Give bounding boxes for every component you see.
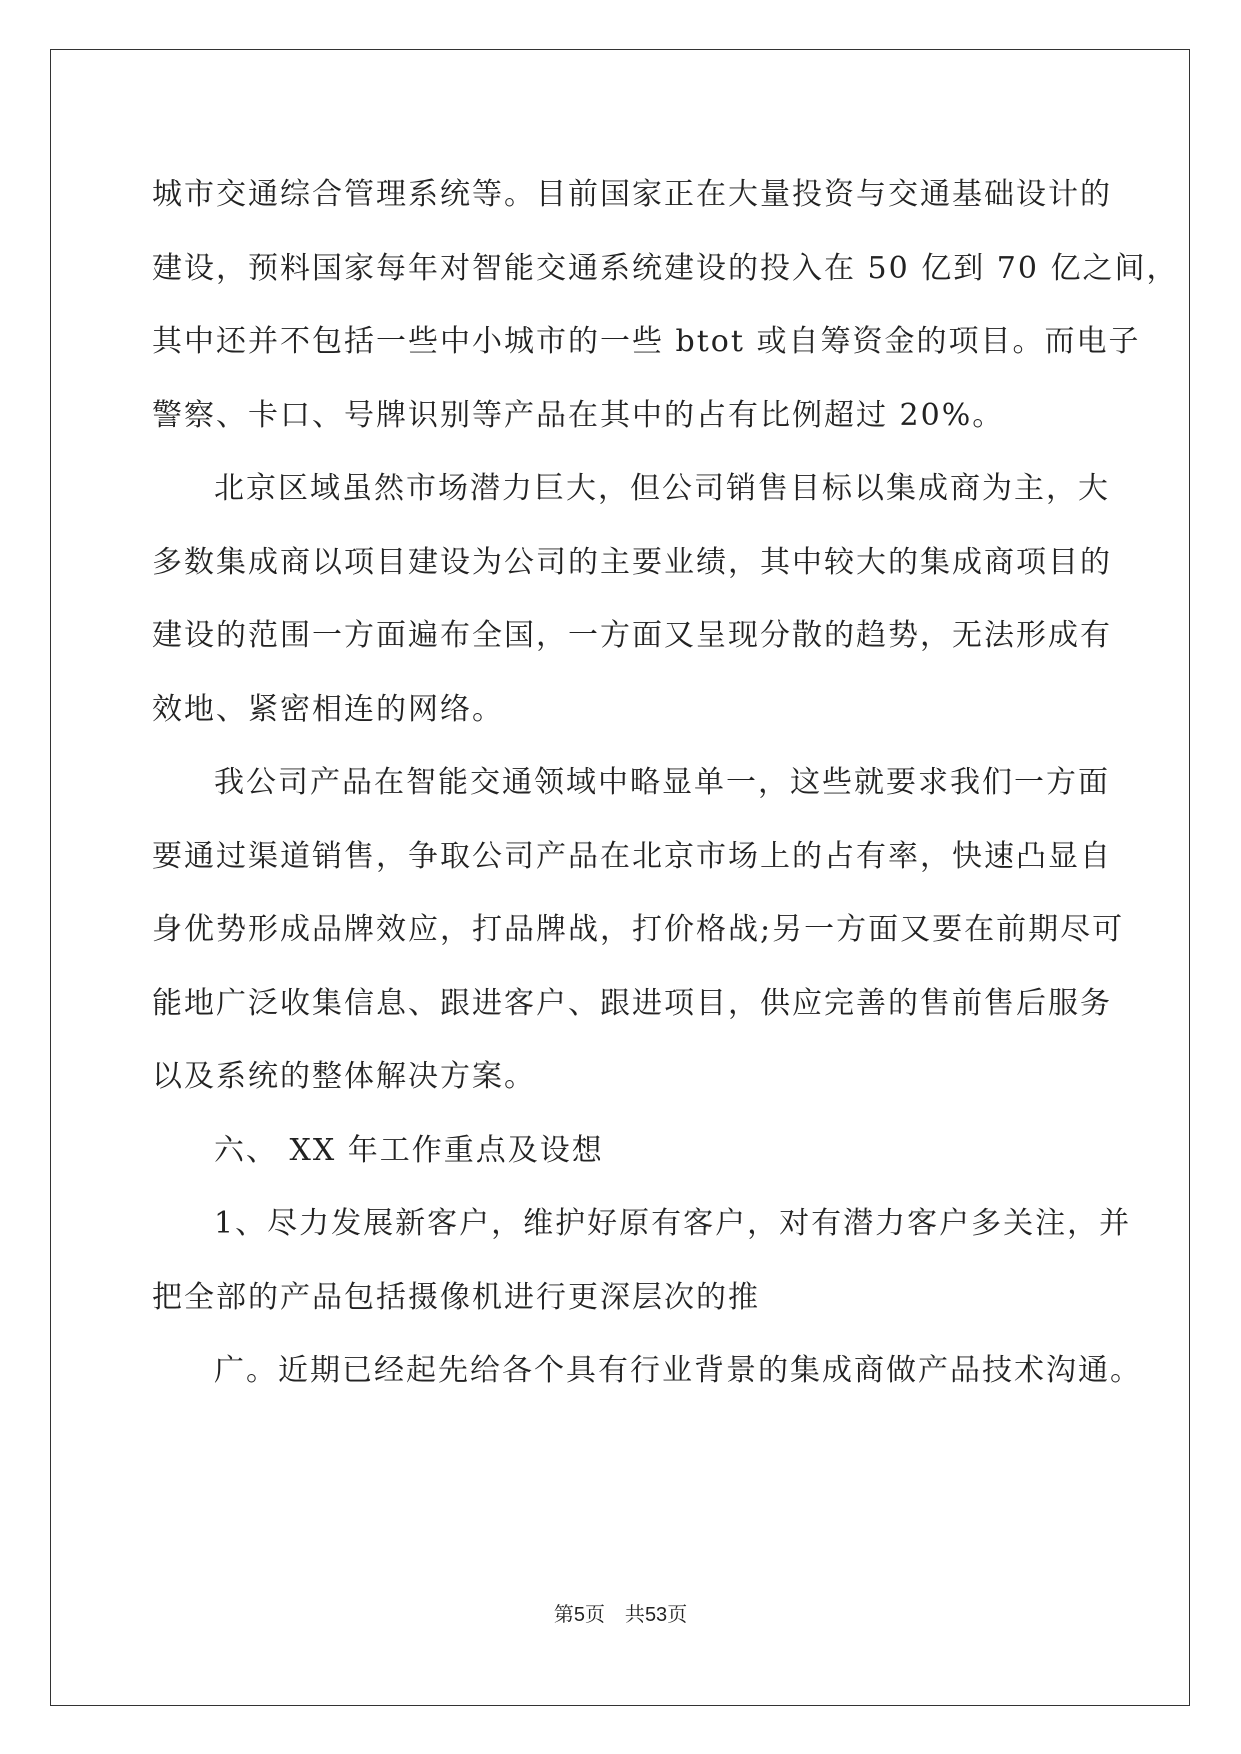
text-line-6: 多数集成商以项目建设为公司的主要业绩，其中较大的集成商项目的 bbox=[152, 544, 1112, 580]
text-line-3: 其中还并不包括一些中小城市的一些 btot 或自筹资金的项目。而电子 bbox=[152, 324, 1141, 359]
text-line-15: 1、尽力发展新客户，维护好原有客户，对有潜力客户多关注，并 bbox=[214, 1206, 1132, 1241]
text-line-12: 能地广泛收集信息、跟进客户、跟进项目，供应完善的售前售后服务 bbox=[152, 985, 1112, 1021]
text-line-10: 要通过渠道销售，争取公司产品在北京市场上的占有率，快速凸显自 bbox=[152, 838, 1112, 874]
text-line-2: 建设，预料国家每年对智能交通系统建设的投入在 50 亿到 70 亿之间， bbox=[152, 250, 1179, 286]
text-line-1: 城市交通综合管理系统等。目前国家正在大量投资与交通基础设计的 bbox=[152, 177, 1112, 212]
footer-suffix: 页 bbox=[667, 1602, 688, 1626]
text-line-9: 我公司产品在智能交通领域中略显单一，这些就要求我们一方面 bbox=[214, 765, 1110, 800]
text-line-4: 警察、卡口、号牌识别等产品在其中的占有比例超过 20%。 bbox=[152, 397, 1005, 433]
text-line-8: 效地、紧密相连的网络。 bbox=[152, 691, 504, 727]
page-footer bbox=[0, 1598, 1241, 1627]
text-line-16: 把全部的产品包括摄像机进行更深层次的推 bbox=[152, 1279, 760, 1315]
text-line-5: 北京区域虽然市场潜力巨大，但公司销售目标以集成商为主，大 bbox=[214, 471, 1110, 506]
text-line-17: 广。近期已经起先给各个具有行业背景的集成商做产品技术沟通。 bbox=[214, 1353, 1142, 1388]
footer-total-pages: 53 bbox=[644, 1604, 668, 1626]
document-body bbox=[152, 158, 1179, 1408]
footer-page-number: 5 bbox=[573, 1604, 585, 1626]
text-line-7: 建设的范围一方面遍布全国，一方面又呈现分散的趋势，无法形成有 bbox=[152, 618, 1112, 653]
footer-middle: 页 共 bbox=[584, 1602, 645, 1626]
footer-prefix: 第 bbox=[553, 1602, 574, 1626]
section-heading: 六、 XX 年工作重点及设想 bbox=[214, 1132, 604, 1168]
text-line-13: 以及系统的整体解决方案。 bbox=[152, 1059, 536, 1094]
text-line-11: 身优势形成品牌效应，打品牌战，打价格战;另一方面又要在前期尽可 bbox=[152, 912, 1125, 947]
